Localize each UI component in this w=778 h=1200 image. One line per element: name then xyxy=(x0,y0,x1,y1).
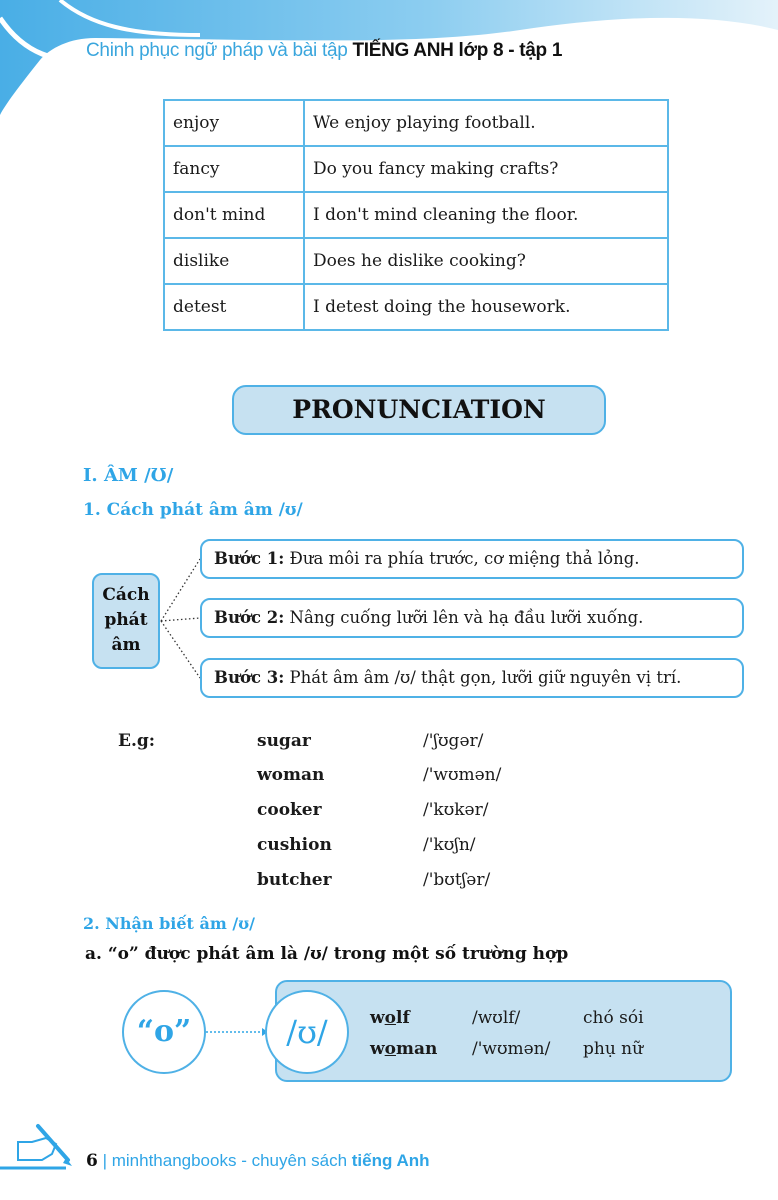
example-cell: I don't mind cleaning the floor. xyxy=(304,192,668,238)
publisher-brand-bold: tiếng Anh xyxy=(351,1151,430,1170)
connector-step-1 xyxy=(161,559,200,621)
section-heading: I. ÂM /Ʊ/ xyxy=(83,465,174,486)
rule-example-word xyxy=(370,1008,410,1028)
rule-example-meaning: chó sói xyxy=(583,1008,644,1028)
step-label: Bước 3: xyxy=(214,668,285,687)
pronunciation-banner: PRONUNCIATION xyxy=(232,385,606,435)
example-word: sugar xyxy=(257,731,311,751)
verb-cell: dislike xyxy=(164,238,304,284)
table-row xyxy=(164,192,668,238)
example-ipa: /'kʊkər/ xyxy=(423,800,489,820)
verb-cell: enjoy xyxy=(164,100,304,146)
root-line: phát xyxy=(104,610,148,630)
rule-heading: a. “o” được phát âm là /ʊ/ trong một số trường hợp xyxy=(85,944,569,964)
root-line: âm xyxy=(111,635,141,655)
example-ipa: /'bʊtʃər/ xyxy=(423,870,491,890)
connector-step-3 xyxy=(161,621,200,678)
subsection-heading-recognition: 2. Nhận biết âm /ʊ/ xyxy=(83,914,255,933)
rule-example-word xyxy=(370,1039,437,1059)
sound-circle: /ʊ/ xyxy=(265,990,349,1074)
word-part: w xyxy=(370,1008,385,1028)
step-box-3 xyxy=(200,658,744,698)
book-title-bold: TIẾNG ANH lớp 8 - tập 1 xyxy=(352,40,563,61)
page-number: 6 xyxy=(86,1151,98,1171)
step-text: Đưa môi ra phía trước, cơ miệng thả lỏng. xyxy=(284,549,640,568)
example-ipa: /'wʊmən/ xyxy=(423,765,502,785)
table-row xyxy=(164,238,668,284)
table-row xyxy=(164,284,668,330)
example-word: cooker xyxy=(257,800,322,820)
verb-cell: fancy xyxy=(164,146,304,192)
book-title-light: Chinh phục ngữ pháp và bài tập xyxy=(86,40,353,61)
example-word: cushion xyxy=(257,835,332,855)
rule-example-ipa: /'wʊmən/ xyxy=(472,1039,551,1059)
example-ipa: /'kʊʃn/ xyxy=(423,835,476,855)
verb-examples-table xyxy=(163,99,669,331)
examples-label: E.g: xyxy=(118,731,156,751)
step-text: Phát âm âm /ʊ/ thật gọn, lưỡi giữ nguyên vị trí. xyxy=(284,668,682,687)
writing-hand-icon xyxy=(0,1120,80,1170)
rule-example-ipa: /wʊlf/ xyxy=(472,1008,521,1028)
verb-cell: detest xyxy=(164,284,304,330)
word-part: lf xyxy=(395,1008,410,1028)
table-row xyxy=(164,146,668,192)
page-footer xyxy=(86,1151,430,1171)
rule-example-meaning: phụ nữ xyxy=(583,1039,644,1059)
example-cell: Does he dislike cooking? xyxy=(304,238,668,284)
step-box-2 xyxy=(200,598,744,638)
example-cell: I detest doing the housework. xyxy=(304,284,668,330)
root-line: Cách xyxy=(102,585,150,605)
method-root-box xyxy=(92,573,160,669)
example-word: woman xyxy=(257,765,325,785)
verb-cell: don't mind xyxy=(164,192,304,238)
highlighted-letter: o xyxy=(384,1039,396,1059)
step-box-1 xyxy=(200,539,744,579)
example-word: butcher xyxy=(257,870,332,890)
publisher-brand: minhthangbooks - chuyên sách xyxy=(111,1151,352,1170)
highlighted-letter: o xyxy=(384,1008,396,1028)
word-part: w xyxy=(370,1039,385,1059)
letter-circle: “o” xyxy=(122,990,206,1074)
example-ipa: /'ʃʊgər/ xyxy=(423,731,484,751)
example-cell: Do you fancy making crafts? xyxy=(304,146,668,192)
example-cell: We enjoy playing football. xyxy=(304,100,668,146)
step-label: Bước 1: xyxy=(214,549,285,568)
subsection-heading-method: 1. Cách phát âm âm /ʊ/ xyxy=(83,500,303,520)
table-row xyxy=(164,100,668,146)
footer-separator: | xyxy=(97,1151,112,1170)
step-text: Nâng cuống lưỡi lên và hạ đầu lưỡi xuống. xyxy=(284,608,644,627)
step-label: Bước 2: xyxy=(214,608,285,627)
word-part: man xyxy=(395,1039,438,1059)
connector-step-2 xyxy=(161,618,200,621)
book-title xyxy=(86,40,562,62)
